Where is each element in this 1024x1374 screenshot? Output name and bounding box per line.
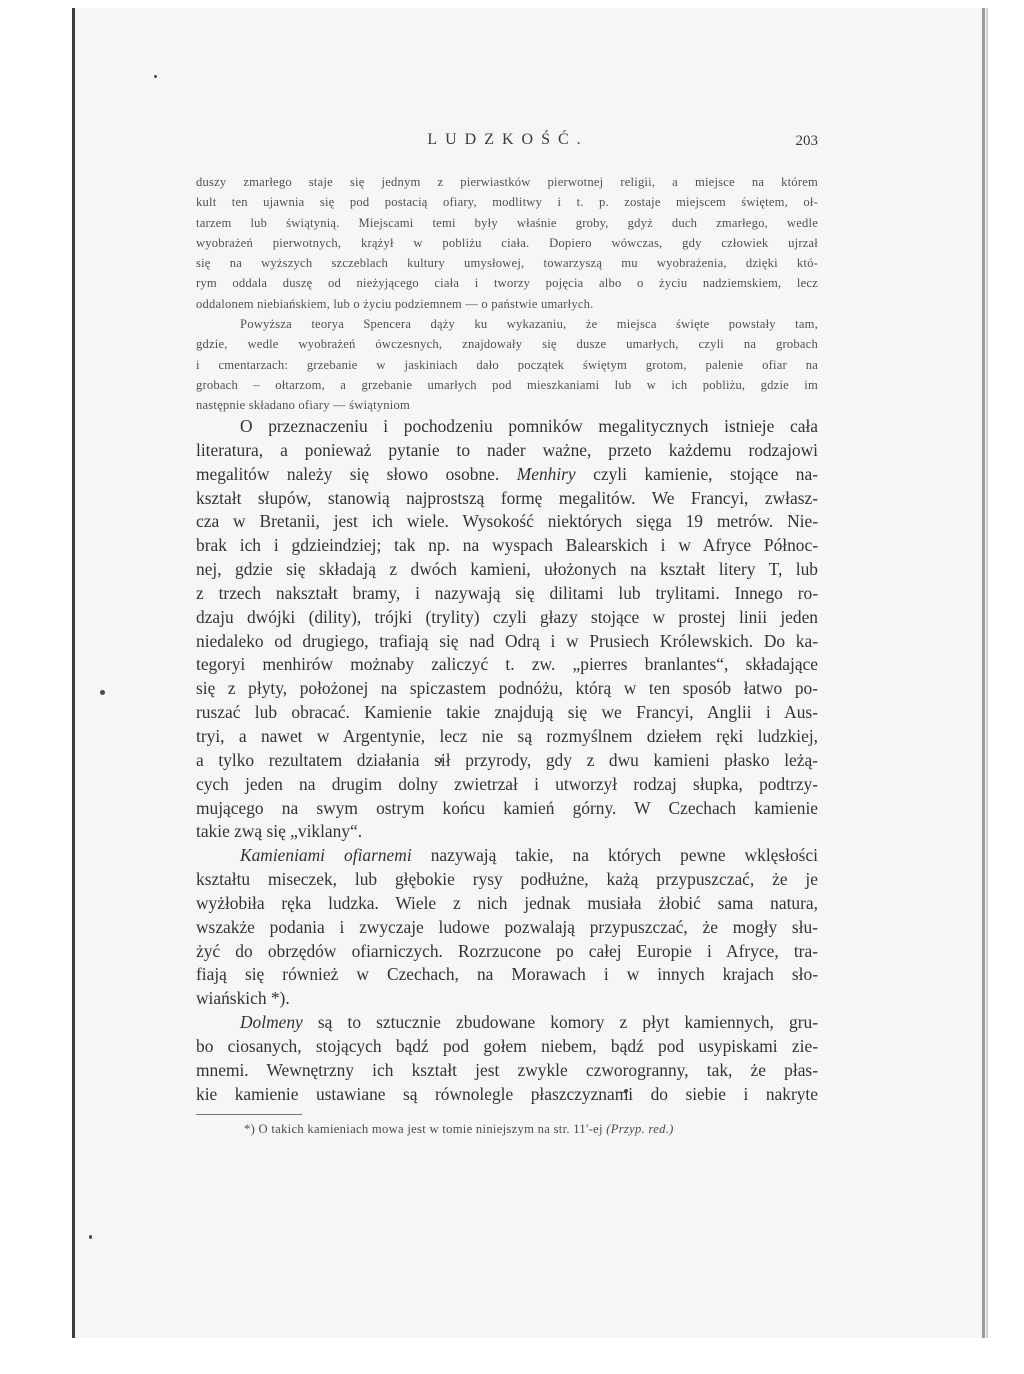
text-line: tegoryi menhirów możnaby zaliczyć t. zw. „pierres branlantes“, składające <box>196 654 818 675</box>
term-kamienie-ofiarne: Kamieniami ofiarnemi <box>240 845 412 866</box>
text-line: wyobrażeń pierwotnych, krążył w pobliżu ciała. Dopiero wówczas, gdy człowiek ujrzał <box>196 235 818 250</box>
text-line: cych jeden na drugim dolny zwietrzał i utworzył rodzaj słupka, podtrzy- <box>196 773 818 794</box>
text-line: tryi, a nawet w Argentynie, lecz nie są rozmyślnem dziełem ręki ludzkiej, <box>196 725 818 746</box>
text-line: takie zwą się „viklany“. <box>196 821 363 842</box>
text-line: wszakże podania i zwyczaje ludowe pozwalają przypuszczać, że mogły słu- <box>196 916 818 937</box>
text-line <box>196 463 818 487</box>
text-line: ruszać lub obracać. Kamienie takie znajdują się we Francyi, Anglii i Aus- <box>196 702 818 723</box>
text-line: z trzech nakształt bramy, i nazywają się dilitami lub trylitami. Innego ro- <box>196 582 818 603</box>
footnote-rule <box>196 1114 302 1115</box>
text-line: mującego na swym ostrym końcu kamień górny. W Czechach kamienie <box>196 797 818 818</box>
text-line: duszy zmarłego staje się jednym z pierwiastków pierwotnej religii, a miejsce na którem <box>196 175 818 189</box>
term-menhiry: Menhiry <box>516 463 576 484</box>
text-line: nej, gdzie się składają z dwóch kamieni, ułożonych na kształt litery T, lub <box>196 559 818 580</box>
text-line: żyć do obrzędów ofiarniczych. Rozrzucone po całej Europie i Afryce, tra- <box>196 940 818 961</box>
text-line: niedaleko od drugiego, trafiają się nad Odrą i w Prusiech Królewskich. Do ka- <box>196 630 818 651</box>
text-line: kie kamienie ustawiane są równolegle płaszczyznami do siebie i nakryte <box>196 1083 818 1104</box>
text-line: następnie składano ofiary — świątyniom <box>196 398 410 413</box>
text-line: literatura, a ponieważ pytanie to nader ważne, przeto każdemu rodzajowi <box>196 439 818 460</box>
page-edge-shadow <box>986 8 988 1338</box>
text-line: się na wyższych szczeblach kultury umysłowej, towarzyszą mu wyobrażenia, dzięki któ- <box>196 256 818 271</box>
line-part: megalitów należy się słowo osobne. <box>196 463 500 484</box>
scan-speck <box>89 1235 92 1239</box>
text-line: fiają się również w Czechach, na Morawach i w innych krajach sło- <box>196 964 818 985</box>
text-line: tarzem lub świątynią. Miejscami temi były właśnie groby, gdyż duch zmarłego, wedle <box>196 215 818 230</box>
line-part: są to sztucznie zbudowane komory z płyt kamiennych, gru- <box>317 1012 818 1033</box>
text-line: grobach – ołtarzom, a grzebanie umarłych pod mieszkaniami lub w ich pobliżu, gdzie im <box>196 377 818 392</box>
page-number: 203 <box>795 133 818 149</box>
page-edge <box>982 8 985 1338</box>
text-line: cza w Bretanii, jest ich wiele. Wysokość niektórych sięga 19 metrów. Nie- <box>196 511 818 532</box>
text-line: i cmentarzach: grzebanie w jaskiniach dało początek świętym grotom, palenie ofiar na <box>196 357 818 372</box>
term-dolmeny: Dolmeny <box>240 1012 303 1033</box>
text-line: a tylko rezultatem działania sił przyrody, gdy z dwu kamieni płasko leżą- <box>196 749 818 770</box>
small-print-passage <box>196 172 818 416</box>
running-head <box>196 131 820 155</box>
text-line: brak ich i gdzieindziej; tak np. na wyspach Balearskich i w Afryce Północ- <box>196 535 818 556</box>
text-line: kształtu miseczek, lub głębokie rysy podłużne, każą przypuszczać, że je <box>196 869 818 890</box>
text-line: Powyższa teorya Spencera dąży ku wykazaniu, że miejsca święte powstały tam, <box>240 317 818 332</box>
text-line: mnemi. Wewnętrzny ich kształt jest zwykle czworogranny, tak, że płas- <box>196 1059 818 1080</box>
text-line: gdzie, wedle wyobrażeń ówczesnych, znajdowały się dusze umarłych, czyli na grobach <box>196 337 818 352</box>
footnote <box>244 1122 818 1137</box>
text-line: kształt słupów, stanowią najprostszą formę megalitów. We Francyi, zwłasz- <box>196 487 818 508</box>
text-line: dzaju dwójki (dility), trójki (trylity) czyli głazy stojące w prostej linii jeden <box>196 606 818 627</box>
text-line: O przeznaczeniu i pochodzeniu pomników megalitycznych istnieje cała <box>240 416 818 436</box>
text-line: rym oddala duszę od nieżyjącego ciała i tworzy pojęcia albo o życiu nadziemskiem, lecz <box>196 276 818 291</box>
text-line: oddalonem niebiańskiem, lub o życiu podziemnem — o państwie umarłych. <box>196 296 594 311</box>
text-line <box>196 844 818 868</box>
text-line: wyżłobiła ręka ludzka. Wiele z nich jednak musiała żłobić sama natura, <box>196 892 818 913</box>
footnote-editor-note: (Przyp. red.) <box>606 1122 674 1136</box>
text-line: wiańskich *). <box>196 988 290 1009</box>
line-part: nazywają takie, na których pewne wklęsłości <box>430 845 818 866</box>
line-part: czyli kamienie, stojące na- <box>593 463 818 484</box>
text-line: kult ten ujawnia się pod postacią ofiary, modlitwy i t. p. zostaje miejscem świętem, oł- <box>196 195 818 210</box>
main-text <box>196 415 818 1106</box>
text-line <box>196 1011 818 1035</box>
text-line: się z płyty, położonej na spiczastem podnóżu, którą w ten sposób łatwo po- <box>196 678 818 699</box>
scan-speck <box>100 690 105 695</box>
scan-speck <box>154 75 157 78</box>
chapter-title: LUDZKOŚĆ. <box>427 131 589 148</box>
footnote-text: *) O takich kamieniach mowa jest w tomie niniejszym na str. 11'-ej <box>244 1122 603 1136</box>
text-line: bo ciosanych, stojących bądź pod gołem niebem, bądź pod usypiskami zie- <box>196 1035 818 1056</box>
